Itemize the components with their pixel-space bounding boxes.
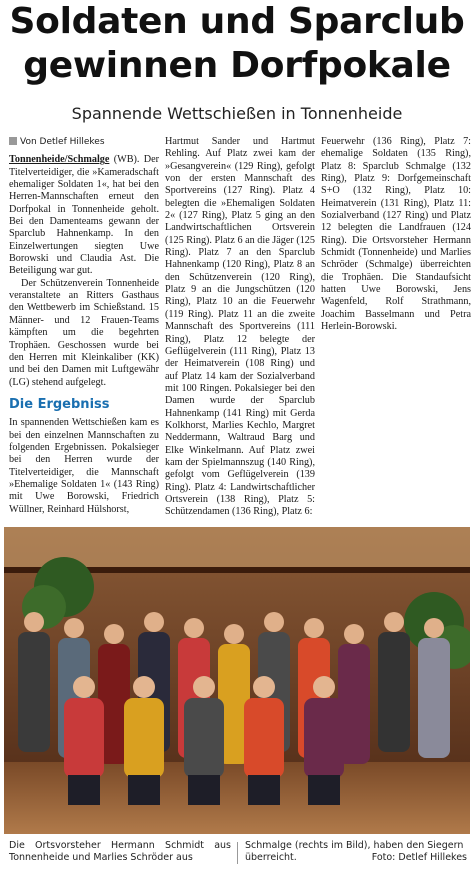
paragraph-3-part-3: Feuerwehr (136 Ring), Platz 7: ehemalige Soldaten (135 Ring), Platz 8: Sparclub Schmalge (132 Ring), Platz 9: Dorfgemeinschaft S+O (132 Ring), Platz 10: Heimatverein (131 Ring), Platz 11: Sozialverband (127 Ring) und Platz 12 belegten die Landfrauen (124 Ring). Die Ortsvorsteher Hermann Schmidt (Tonnenheide) und Marlies Schröder (Schmalge) überreichten die Trophäen. Die Standaufsicht hatten Uwe Borowski, Jens Wagenfeld, Rolf Strathmann, Joachim Basselmann und Petra Herlein-Borowski. — [321, 136, 471, 333]
group-photo-illustration — [4, 527, 470, 834]
person-figure — [378, 612, 410, 752]
caption-left: Die Ortsvorsteher Hermann Schmidt aus Tonnenheide und Marlies Schröder aus — [9, 840, 231, 863]
person-figure — [418, 618, 450, 758]
subheadline: Spannende Wettschießen in Tonnenheide — [71, 104, 403, 123]
person-figure — [18, 612, 50, 752]
headline — [0, 0, 474, 88]
photo-credit: Foto: Detlef Hillekes — [371, 852, 467, 863]
article-column-3 — [321, 136, 471, 334]
paragraph-1: (WB). Der Titelverteidiger, die »Kameradschaft ehemaliger Soldaten 1«, hat bei den Herren-Mannschaften erneut den Dorfpokal in Tonnenheide geholt. Bei den Damenteams gewann der Sparclub Hahnenkamp. In den Einzelwertungen siegten Uwe Borowski und Claudia Ast. Die Beteiligung war gut. — [9, 154, 159, 277]
article-column-2 — [165, 136, 315, 519]
paragraph-3-part-2: Hartmut Sander und Hartmut Rehling. Auf Platz zwei kam der »Gesangverein« (129 Ring), gefolgt von der ersten Mannschaft des Sportvereins (127 Ring). Platz 4 belegten die »Ehemaligen Soldaten 2« (127 Ring), Platz 5 ging an den Landwirtschaftlichen Ortsverein (125 Ring). Platz 6 an die Jäger (125 Ring). Platz 7 an den Sparclub Hahnenkamp (120 Ring), Platz 8 an den Schützenverein (120 Ring), Platz 9 an die Jungschützen (120 Ring), Platz 10 an die Feuerwehr (119 Ring). Platz 11 an die zweite Mannschaft des Sportvereins (111 Ring), Platz 12 belegte der Geflügelverein (111 Ring), Platz 13 der Heimatverein (108 Ring) und auf Platz 14 kam der Sozialverband mit 100 Ringen. Pokalsieger bei den Damen wurde der Sparclub Hahnenkamp (141 Ring) mit Gerda Kolkhorst, Marlies Kechlo, Margret Neddermann, Waltraud Barg und Elke Winkelmann. Auf Platz zwei kam der Spielmannszug (140 Ring), gefolgt vom Geflügelverein (139 Ring). Platz 4: Landwirtschaftlicher Ortsverein (138 Ring), Platz 5: Schützendamen (136 Ring), Platz 6: — [165, 136, 315, 518]
dateline: Tonnenheide/Schmalge — [9, 154, 110, 166]
headline-line-2: gewinnen Dorfpokale — [23, 45, 451, 86]
byline — [9, 136, 159, 148]
group-photo — [4, 527, 470, 834]
paragraph-3-part-1: In spannenden Wettschießen kam es bei den einzelnen Mannschaften zu folgenden Ergebnissen. Pokalsieger bei den Herren wurde der Titelverteidiger, die Mannschaft »Ehemalige Soldaten 1« (143 Ring) mit Uwe Borowski, Friedrich Wüllner, Reinhard Hülshorst, — [9, 417, 159, 515]
caption-right — [245, 840, 467, 864]
paragraph-2: Der Schützenverein Tonnenheide veranstaltete an Ritters Gasthaus den Wettbewerb im Schießstand. 15 Männer- und 12 Frauen-Teams kämpften um die begehrten Trophäen. Geschossen wurde bei den Herren mit Kleinkaliber (KK) und bei den Damen mit Luftgewähr (LG) stehend aufgelegt. — [9, 277, 159, 388]
caption-right-text: Schmalge (rechts im Bild), haben den Siegern überreicht. — [245, 840, 464, 863]
caption-divider — [237, 842, 238, 864]
article-column-1 — [9, 136, 159, 516]
byline-square-icon — [9, 137, 17, 145]
section-title: Die Ergebniss — [9, 396, 110, 412]
byline-text: Von Detlef Hillekes — [20, 137, 105, 147]
headline-line-1: Soldaten und Sparclub — [9, 1, 465, 42]
